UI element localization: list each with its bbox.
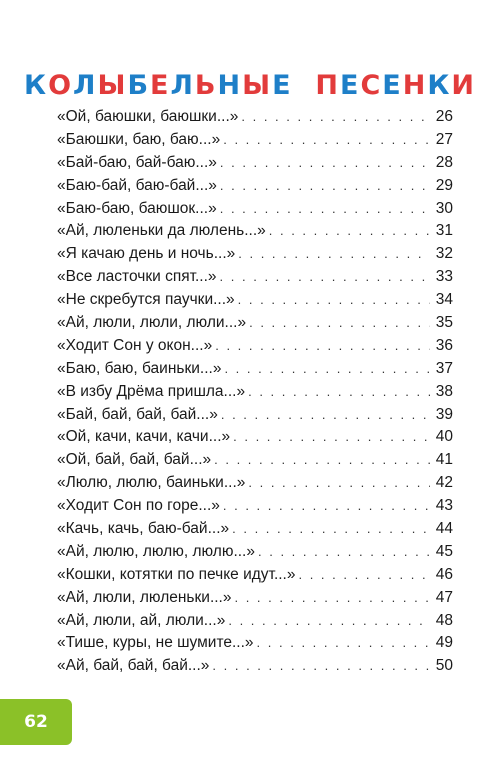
title-letter: К <box>427 70 452 102</box>
toc-entry-page: 37 <box>435 359 453 377</box>
toc-entry-page: 30 <box>435 199 453 217</box>
toc-entry-page: 35 <box>435 314 453 332</box>
dot-leader <box>220 198 430 221</box>
title-letter <box>293 70 316 101</box>
title-letter: Ь <box>194 70 218 102</box>
toc-entry-page: 45 <box>435 542 453 560</box>
toc-entry-title: «Ай, люленьки да люлень...» <box>57 222 266 240</box>
title-letter: Ы <box>242 70 273 102</box>
toc-entry-page: 34 <box>435 291 453 309</box>
toc-entry-page: 47 <box>435 588 453 606</box>
title-letter: П <box>315 70 340 102</box>
title-letter: Н <box>217 70 243 102</box>
toc-entry-page: 32 <box>435 245 453 263</box>
toc-entry-title: «Я качаю день и ночь...» <box>57 245 236 263</box>
toc-entry-title: «Баю-баю, баюшок...» <box>57 199 217 217</box>
toc-entry[interactable] <box>57 495 453 518</box>
toc-entry-title: «Ходит Сон у окон...» <box>57 336 213 354</box>
dot-leader <box>248 381 430 404</box>
title-letter: Л <box>170 70 195 102</box>
toc-entry-title: «Бай-баю, бай-баю...» <box>57 153 217 171</box>
toc-entry[interactable] <box>57 175 453 198</box>
toc-entry[interactable] <box>57 312 453 335</box>
toc-entry[interactable] <box>57 381 453 404</box>
toc-entry[interactable] <box>57 564 453 587</box>
toc-entry-page: 36 <box>435 336 453 354</box>
toc-entry-title: «Баюшки, баю, баю...» <box>57 130 221 148</box>
toc-entry-page: 33 <box>435 268 453 286</box>
toc-entry-title: «Не скребутся паучки...» <box>57 291 235 309</box>
toc-entry-page: 41 <box>435 451 453 469</box>
toc-entry[interactable] <box>57 404 453 427</box>
toc-entry-title: «Ходит Сон по горе...» <box>57 497 220 515</box>
toc-entry-page: 38 <box>435 382 453 400</box>
page-number-badge <box>0 699 72 745</box>
dot-leader <box>233 426 430 449</box>
toc-entry-title: «Ай, люли, люленьки...» <box>57 588 232 606</box>
toc-entry[interactable] <box>57 655 453 678</box>
toc-entry[interactable] <box>57 426 453 449</box>
dot-leader <box>215 335 430 358</box>
toc-entry-title: «Люлю, люлю, баиньки...» <box>57 474 246 492</box>
toc-entry-title: «Тише, куры, не шумите...» <box>57 634 254 652</box>
dot-leader <box>220 175 430 198</box>
toc-entry[interactable] <box>57 610 453 633</box>
toc-entry-title: «Ай, люли, ай, люли...» <box>57 611 226 629</box>
dot-leader <box>232 518 430 541</box>
dot-leader <box>223 495 430 518</box>
title-letter: Е <box>272 70 293 102</box>
title-letter: Е <box>339 70 361 102</box>
toc-entry[interactable] <box>57 289 453 312</box>
title-letter: К <box>23 70 49 102</box>
toc-entry[interactable] <box>57 335 453 358</box>
toc-entry-title: «Качь, качь, баю-бай...» <box>57 520 230 538</box>
toc-entry-title: «Ой, качи, качи, качи...» <box>57 428 231 446</box>
toc-entry[interactable] <box>57 472 453 495</box>
dot-leader <box>223 129 430 152</box>
title-letter: Е <box>150 70 171 102</box>
toc-entry[interactable] <box>57 632 453 655</box>
toc-entry-page: 40 <box>435 428 453 446</box>
title-letter: Н <box>402 70 428 102</box>
toc-entry[interactable] <box>57 152 453 175</box>
dot-leader <box>238 243 430 266</box>
dot-leader <box>234 587 430 610</box>
toc-entry-page: 28 <box>435 153 453 171</box>
toc-entry[interactable] <box>57 106 453 129</box>
toc-entry-page: 31 <box>435 222 453 240</box>
table-of-contents <box>57 106 453 678</box>
toc-entry[interactable] <box>57 243 453 266</box>
title-letter: Ы <box>97 70 128 102</box>
toc-entry[interactable] <box>57 449 453 472</box>
title-letter: Б <box>127 70 151 102</box>
toc-entry-page: 39 <box>435 405 453 423</box>
dot-leader <box>224 358 430 381</box>
dot-leader <box>298 564 430 587</box>
dot-leader <box>220 266 430 289</box>
toc-entry[interactable] <box>57 358 453 381</box>
dot-leader <box>212 655 430 678</box>
dot-leader <box>221 404 430 427</box>
title-letter: Е <box>382 70 403 102</box>
toc-entry-title: «Ой, бай, бай, бай...» <box>57 451 212 469</box>
dot-leader <box>241 106 430 129</box>
dot-leader <box>257 632 430 655</box>
title-letter: С <box>360 70 383 102</box>
toc-entry-page: 26 <box>435 108 453 125</box>
title-letter: И <box>451 70 477 102</box>
dot-leader <box>220 152 430 175</box>
dot-leader <box>214 449 430 472</box>
toc-entry-title: «Ой, баюшки, баюшки...» <box>57 108 239 125</box>
toc-entry[interactable] <box>57 129 453 152</box>
toc-entry[interactable] <box>57 518 453 541</box>
toc-entry-page: 49 <box>435 634 453 652</box>
toc-entry-page: 42 <box>435 474 453 492</box>
toc-entry[interactable] <box>57 541 453 564</box>
toc-entry-page: 46 <box>435 565 453 583</box>
toc-entry-page: 27 <box>435 130 453 148</box>
toc-entry-page: 43 <box>435 497 453 515</box>
dot-leader <box>258 541 430 564</box>
section-title <box>0 70 500 101</box>
page-number: 62 <box>24 712 48 732</box>
toc-entry-title: «Все ласточки спят...» <box>57 268 217 286</box>
dot-leader <box>249 312 430 335</box>
title-letter: О <box>48 70 74 102</box>
dot-leader <box>269 220 430 243</box>
toc-entry-page: 29 <box>435 176 453 194</box>
toc-entry[interactable] <box>57 198 453 221</box>
dot-leader <box>248 472 430 495</box>
toc-entry-title: «Баю, баю, баиньки...» <box>57 359 222 377</box>
toc-entry-title: «Бай, бай, бай, бай...» <box>57 405 218 423</box>
toc-entry-title: «Ай, люлю, люлю, люлю...» <box>57 542 255 560</box>
toc-entry-page: 44 <box>435 520 453 538</box>
dot-leader <box>228 610 430 633</box>
toc-entry-title: «В избу Дрёма пришла...» <box>57 382 246 400</box>
dot-leader <box>238 289 430 312</box>
toc-entry-title: «Ай, люли, люли, люли...» <box>57 314 247 332</box>
toc-entry[interactable] <box>57 220 453 243</box>
toc-entry-page: 48 <box>435 611 453 629</box>
toc-entry[interactable] <box>57 266 453 289</box>
toc-entry-page: 50 <box>435 657 453 675</box>
title-letter: Л <box>73 70 98 102</box>
toc-entry[interactable] <box>57 587 453 610</box>
toc-entry-title: «Ай, бай, бай, бай...» <box>57 657 210 675</box>
toc-entry-title: «Кошки, котятки по печке идут...» <box>57 565 296 583</box>
toc-entry-title: «Баю-бай, баю-бай...» <box>57 176 217 194</box>
